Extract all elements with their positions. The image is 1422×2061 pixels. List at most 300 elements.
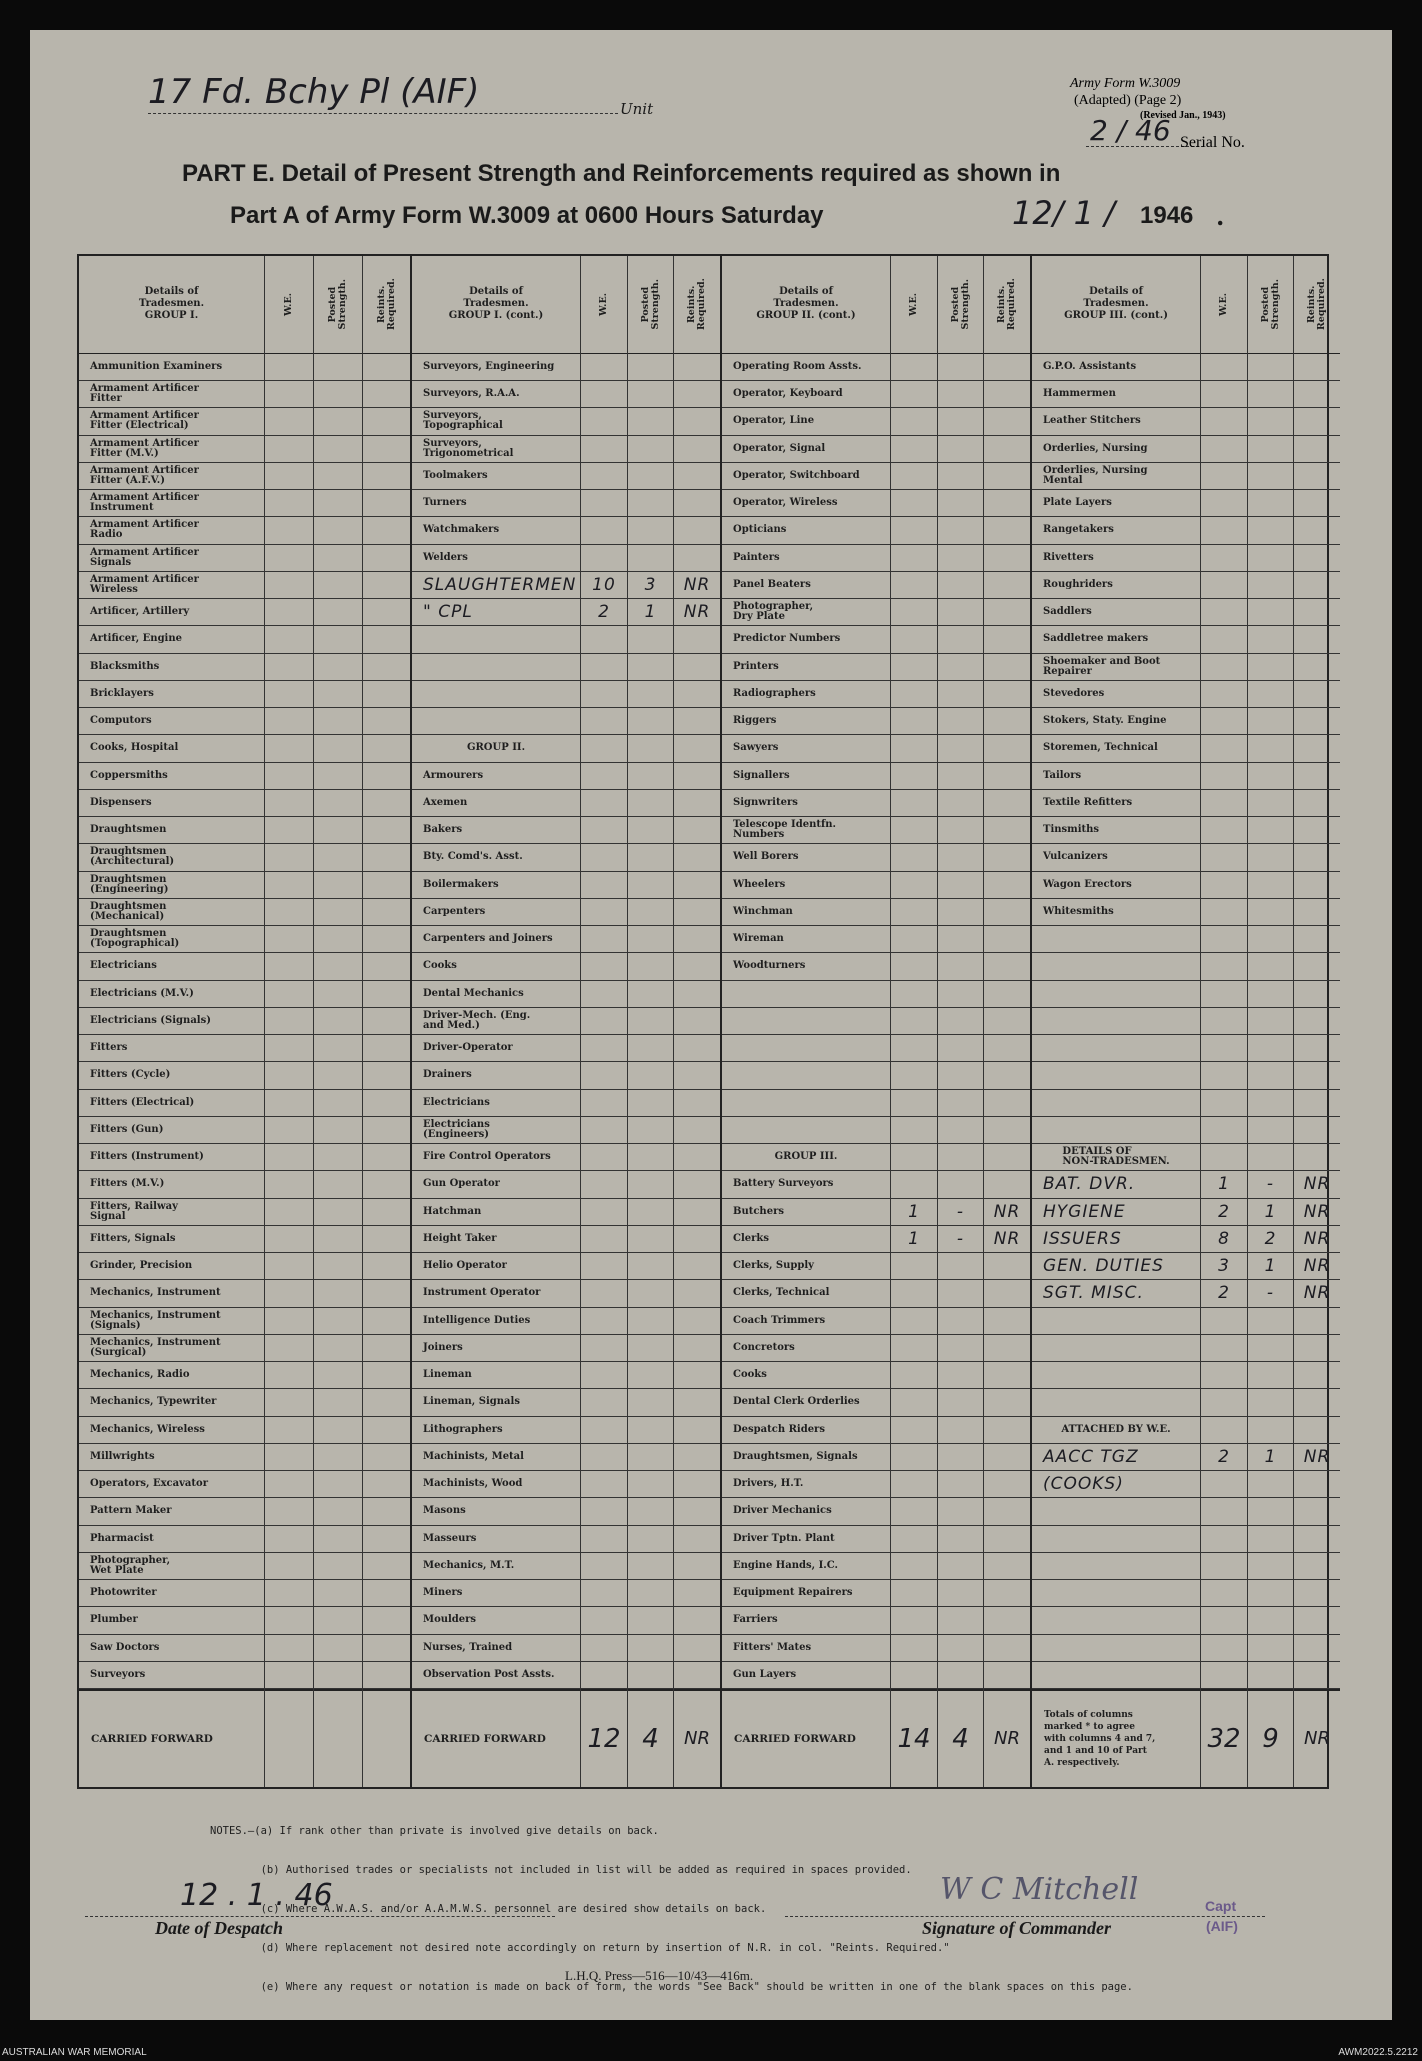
reints-cell [1294, 463, 1340, 490]
carried-forward-posted: 4 [938, 1689, 983, 1787]
we-cell [891, 1280, 937, 1307]
posted-header: Posted Strength. [1259, 279, 1281, 330]
reints-cell [674, 1553, 720, 1580]
reints-cell [1294, 517, 1340, 544]
we-column [265, 256, 314, 1787]
note-b: (b) Authorised trades or specialists not included in list will be added as required in spaces provided. [210, 1864, 912, 1876]
we-cell [891, 381, 937, 408]
posted-cell [314, 735, 362, 762]
trade-row: Storemen, Technical [1032, 735, 1200, 762]
we-cell [265, 490, 313, 517]
reints-cell [674, 381, 720, 408]
we-cell: 2 [1201, 1199, 1247, 1226]
we-cell [265, 1226, 313, 1253]
reints-cell [1294, 926, 1340, 953]
trade-row: Printers [722, 654, 890, 681]
we-cell [265, 872, 313, 899]
posted-cell [1248, 735, 1293, 762]
trade-row: (COOKS) [1032, 1471, 1200, 1498]
we-cell [891, 1090, 937, 1117]
reints-cell [363, 926, 410, 953]
posted-cell [1248, 926, 1293, 953]
posted-cell [314, 626, 362, 653]
we-cell [891, 517, 937, 544]
we-cell [891, 844, 937, 871]
reints-header: Reints. Required. [375, 278, 397, 331]
posted-cell [314, 1117, 362, 1144]
we-cell [581, 626, 627, 653]
we-cell [891, 1553, 937, 1580]
form-id: Army Form W.3009 [1070, 76, 1181, 91]
reints-cell [984, 1526, 1030, 1553]
posted-cell [628, 1090, 673, 1117]
we-cell [891, 1580, 937, 1607]
carried-forward-we: 14 [891, 1689, 937, 1787]
trade-row: HYGIENE [1032, 1199, 1200, 1226]
trade-row: Riggers [722, 708, 890, 735]
posted-cell [938, 408, 983, 435]
reints-cell [1294, 626, 1340, 653]
trade-row: Dispensers [79, 790, 264, 817]
trade-row: Panel Beaters [722, 572, 890, 599]
we-cell [1201, 1117, 1247, 1144]
posted-cell [314, 981, 362, 1008]
trade-row: Electricians (M.V.) [79, 981, 264, 1008]
we-cell [581, 708, 627, 735]
reints-cell [674, 654, 720, 681]
reints-cell [363, 381, 410, 408]
posted-cell [938, 1280, 983, 1307]
posted-cell [628, 463, 673, 490]
reints-cell [363, 981, 410, 1008]
posted-cell: 1 [1248, 1253, 1293, 1280]
reints-cell [1294, 436, 1340, 463]
posted-cell [628, 1526, 673, 1553]
we-cell [581, 763, 627, 790]
reints-cell [363, 1171, 410, 1198]
posted-cell [938, 1362, 983, 1389]
posted-cell [1248, 1471, 1293, 1498]
carried-forward-label: CARRIED FORWARD [79, 1689, 264, 1787]
trade-header: Details of Tradesmen. GROUP III. (cont.) [1032, 256, 1200, 354]
reints-cell [363, 1035, 410, 1062]
trade-row: Orderlies, Nursing [1032, 436, 1200, 463]
note-d: (d) Where replacement not desired note accordingly on return by insertion of N.R. in col. "Reints. Required." [210, 1942, 950, 1954]
reints-cell: NR [1294, 1226, 1340, 1253]
blank-row [1032, 1035, 1200, 1062]
reints-cell [363, 1308, 410, 1335]
trade-row: ATTACHED BY W.E. [1032, 1417, 1200, 1444]
reints-cell [1294, 1553, 1340, 1580]
we-cell [1201, 981, 1247, 1008]
posted-cell: - [1248, 1280, 1293, 1307]
we-cell [581, 354, 627, 381]
trade-row: Draughtsmen (Topographical) [79, 926, 264, 953]
trade-row: Boilermakers [412, 872, 580, 899]
posted-cell [314, 599, 362, 626]
trade-row: GROUP III. [722, 1144, 890, 1171]
blank-row [1032, 1117, 1200, 1144]
reints-cell [984, 899, 1030, 926]
trade-row: Welders [412, 545, 580, 572]
posted-cell [314, 1553, 362, 1580]
posted-cell [938, 1471, 983, 1498]
we-cell [265, 1526, 313, 1553]
we-cell: 1 [891, 1226, 937, 1253]
reints-cell [674, 545, 720, 572]
reints-cell [363, 599, 410, 626]
posted-cell [1248, 1662, 1293, 1689]
posted-cell [628, 708, 673, 735]
we-cell [1201, 1362, 1247, 1389]
reints-cell [984, 1308, 1030, 1335]
posted-cell [938, 354, 983, 381]
trade-row: Coach Trimmers [722, 1308, 890, 1335]
we-cell [891, 708, 937, 735]
blank-row [412, 654, 580, 681]
reints-cell [984, 572, 1030, 599]
we-cell [581, 735, 627, 762]
we-cell [581, 1335, 627, 1362]
we-cell [891, 1144, 937, 1171]
posted-cell [628, 545, 673, 572]
we-cell [1201, 1662, 1247, 1689]
we-cell [1201, 381, 1247, 408]
trade-row: Farriers [722, 1607, 890, 1634]
reints-cell [1294, 381, 1340, 408]
trade-row: Fire Control Operators [412, 1144, 580, 1171]
trade-row: Pattern Maker [79, 1498, 264, 1525]
reints-cell: NR [674, 572, 720, 599]
reints-cell [363, 1062, 410, 1089]
reints-cell [674, 981, 720, 1008]
reints-cell [363, 1553, 410, 1580]
we-cell [891, 626, 937, 653]
posted-cell [938, 490, 983, 517]
we-cell [891, 1308, 937, 1335]
trade-row: Shoemaker and Boot Repairer [1032, 654, 1200, 681]
reints-cell [363, 1253, 410, 1280]
we-cell [1201, 1417, 1247, 1444]
posted-cell [1248, 1580, 1293, 1607]
posted-cell [1248, 1607, 1293, 1634]
we-cell [265, 599, 313, 626]
posted-cell [1248, 681, 1293, 708]
reints-cell [984, 1444, 1030, 1471]
trade-row: Fitters (Gun) [79, 1117, 264, 1144]
we-cell [891, 1008, 937, 1035]
trade-row: Operator, Signal [722, 436, 890, 463]
posted-cell [314, 1280, 362, 1307]
reints-cell [674, 735, 720, 762]
blank-row [1032, 1526, 1200, 1553]
we-cell [1201, 1308, 1247, 1335]
trade-row: Mechanics, Instrument [79, 1280, 264, 1307]
we-cell [265, 436, 313, 463]
posted-cell [314, 708, 362, 735]
we-cell [891, 763, 937, 790]
posted-cell [314, 408, 362, 435]
trade-row: Surveyors, Topographical [412, 408, 580, 435]
trade-row: Photowriter [79, 1580, 264, 1607]
posted-cell [938, 1417, 983, 1444]
posted-cell [628, 844, 673, 871]
group-column-4 [1032, 256, 1340, 1787]
reints-cell [363, 1580, 410, 1607]
reints-cell [984, 1008, 1030, 1035]
posted-cell [628, 408, 673, 435]
reints-cell [984, 1090, 1030, 1117]
we-cell [265, 953, 313, 980]
we-cell [1201, 926, 1247, 953]
reints-cell [674, 517, 720, 544]
posted-cell [628, 953, 673, 980]
blank-row [722, 981, 890, 1008]
blank-row [1032, 953, 1200, 980]
we-cell [581, 1090, 627, 1117]
reints-cell [363, 1444, 410, 1471]
despatch-label: Date of Despatch [155, 1918, 283, 1938]
posted-cell [628, 681, 673, 708]
posted-cell [314, 1253, 362, 1280]
trade-row: Clerks, Technical [722, 1280, 890, 1307]
trade-row: Engine Hands, I.C. [722, 1553, 890, 1580]
trade-row: Masseurs [412, 1526, 580, 1553]
we-cell [1201, 1580, 1247, 1607]
reints-cell [674, 1035, 720, 1062]
trade-row: Pharmacist [79, 1526, 264, 1553]
posted-cell [314, 926, 362, 953]
reints-cell: NR [1294, 1253, 1340, 1280]
we-cell [581, 463, 627, 490]
reints-cell [1294, 545, 1340, 572]
trade-row: Saddletree makers [1032, 626, 1200, 653]
reints-cell [984, 1553, 1030, 1580]
we-cell [265, 1117, 313, 1144]
reints-header: Reints. Required. [996, 278, 1017, 331]
we-cell [265, 408, 313, 435]
trade-row: Orderlies, Nursing Mental [1032, 463, 1200, 490]
reints-cell [674, 436, 720, 463]
posted-cell [314, 817, 362, 844]
we-cell [891, 681, 937, 708]
we-cell [581, 1171, 627, 1198]
trade-row: Surveyors, Engineering [412, 354, 580, 381]
posted-cell [938, 844, 983, 871]
we-cell [265, 1362, 313, 1389]
we-cell [581, 981, 627, 1008]
we-cell [1201, 572, 1247, 599]
reints-cell [674, 1471, 720, 1498]
trade-row: Toolmakers [412, 463, 580, 490]
reints-cell [984, 681, 1030, 708]
posted-cell [314, 381, 362, 408]
trade-row: Tailors [1032, 763, 1200, 790]
posted-cell [628, 817, 673, 844]
carried-forward-we: 12 [581, 1689, 627, 1787]
we-cell [891, 1253, 937, 1280]
trade-name-column [412, 256, 581, 1787]
note-e: (e) Where any request or notation is made on back of form, the words "See Back" should be written in one of the blank spaces on this page. [210, 1981, 1133, 1993]
trade-row: Electricians (Engineers) [412, 1117, 580, 1144]
we-cell [265, 1090, 313, 1117]
blank-row [1032, 1580, 1200, 1607]
trade-row: Blacksmiths [79, 654, 264, 681]
we-cell [891, 1335, 937, 1362]
reints-cell [674, 1444, 720, 1471]
we-cell [891, 1471, 937, 1498]
we-cell [265, 1580, 313, 1607]
we-cell [1201, 1335, 1247, 1362]
posted-cell [314, 1362, 362, 1389]
trade-row: Computors [79, 708, 264, 735]
trade-row: Bty. Comd's. Asst. [412, 844, 580, 871]
posted-cell: 3 [628, 572, 673, 599]
trade-row: Driver Tptn. Plant [722, 1526, 890, 1553]
reints-cell [1294, 1526, 1340, 1553]
posted-cell [314, 1335, 362, 1362]
reints-cell [674, 1417, 720, 1444]
trade-row: Stokers, Staty. Engine [1032, 708, 1200, 735]
reints-cell [1294, 1580, 1340, 1607]
reints-cell [674, 1144, 720, 1171]
we-cell [265, 545, 313, 572]
we-cell [581, 1498, 627, 1525]
we-cell [581, 1526, 627, 1553]
trade-row: Machinists, Metal [412, 1444, 580, 1471]
posted-cell: - [1248, 1171, 1293, 1198]
posted-cell [314, 953, 362, 980]
trade-row: Joiners [412, 1335, 580, 1362]
posted-cell [938, 1526, 983, 1553]
posted-cell [938, 1444, 983, 1471]
we-cell [891, 1635, 937, 1662]
despatch-underline [85, 1916, 555, 1917]
we-cell [581, 1008, 627, 1035]
trade-row: Fitters (Cycle) [79, 1062, 264, 1089]
trade-row: Carpenters [412, 899, 580, 926]
reints-cell [363, 1362, 410, 1389]
we-cell: 1 [1201, 1171, 1247, 1198]
trade-row: Gun Operator [412, 1171, 580, 1198]
blank-row [1032, 1662, 1200, 1689]
reints-column [363, 256, 410, 1787]
note-a: NOTES.—(a) If rank other than private is involved give details on back. [210, 1825, 659, 1837]
posted-cell [938, 626, 983, 653]
we-cell [581, 1662, 627, 1689]
reints-cell [984, 735, 1030, 762]
reints-cell [363, 1117, 410, 1144]
reints-cell [674, 1226, 720, 1253]
we-cell [265, 1308, 313, 1335]
trade-row: Millwrights [79, 1444, 264, 1471]
posted-cell [1248, 354, 1293, 381]
reints-cell [1294, 1308, 1340, 1335]
reints-cell [984, 1144, 1030, 1171]
blank-row [1032, 1308, 1200, 1335]
trade-row: Armament Artificer Fitter (M.V.) [79, 436, 264, 463]
posted-cell [1248, 1635, 1293, 1662]
we-cell [581, 517, 627, 544]
trade-row: Masons [412, 1498, 580, 1525]
trade-row: Tinsmiths [1032, 817, 1200, 844]
posted-cell [628, 1389, 673, 1416]
trade-row: Axemen [412, 790, 580, 817]
trade-row: Mechanics, Wireless [79, 1417, 264, 1444]
blank-row [1032, 926, 1200, 953]
we-cell [1201, 1635, 1247, 1662]
reints-cell [363, 1417, 410, 1444]
posted-cell [314, 436, 362, 463]
trade-row: Rangetakers [1032, 517, 1200, 544]
posted-cell [938, 1607, 983, 1634]
posted-cell [938, 1171, 983, 1198]
posted-cell [1248, 899, 1293, 926]
we-cell [891, 1362, 937, 1389]
trade-row: Electricians [412, 1090, 580, 1117]
blank-row [1032, 1389, 1200, 1416]
we-cell [1201, 681, 1247, 708]
we-cell [1201, 899, 1247, 926]
reints-cell [674, 1171, 720, 1198]
posted-cell [1248, 517, 1293, 544]
posted-cell [628, 981, 673, 1008]
trade-row: Textile Refitters [1032, 790, 1200, 817]
posted-cell [314, 899, 362, 926]
posted-cell [314, 1308, 362, 1335]
posted-cell [1248, 844, 1293, 871]
posted-column [938, 256, 984, 1787]
posted-cell [314, 1444, 362, 1471]
trade-name-column [722, 256, 891, 1787]
reints-cell [363, 1389, 410, 1416]
we-cell [891, 599, 937, 626]
reints-cell [363, 354, 410, 381]
trade-row: SGT. MISC. [1032, 1280, 1200, 1307]
carried-forward-label: CARRIED FORWARD [412, 1689, 580, 1787]
posted-cell [938, 381, 983, 408]
we-cell [891, 408, 937, 435]
posted-cell [628, 1362, 673, 1389]
reints-cell [984, 872, 1030, 899]
posted-cell [628, 1171, 673, 1198]
we-cell [581, 844, 627, 871]
posted-cell [628, 490, 673, 517]
reints-cell [363, 899, 410, 926]
posted-cell [1248, 1035, 1293, 1062]
posted-cell [628, 1335, 673, 1362]
carried-forward-label: Totals of columns marked * to agree with columns 4 and 7, and 1 and 10 of Part A. respectively. [1032, 1689, 1200, 1787]
posted-cell [938, 708, 983, 735]
posted-cell [314, 1580, 362, 1607]
posted-cell [938, 763, 983, 790]
we-cell [265, 1280, 313, 1307]
trade-row: Observation Post Assts. [412, 1662, 580, 1689]
blank-row [722, 1035, 890, 1062]
we-column [1201, 256, 1248, 1787]
trade-row: Operator, Keyboard [722, 381, 890, 408]
reints-cell [984, 545, 1030, 572]
trade-row: Photographer, Wet Plate [79, 1553, 264, 1580]
posted-cell [314, 1062, 362, 1089]
posted-cell [938, 1498, 983, 1525]
carried-forward-posted: 9 [1248, 1689, 1293, 1787]
blank-row [722, 1117, 890, 1144]
reints-cell [1294, 1498, 1340, 1525]
we-cell [265, 1035, 313, 1062]
we-cell [891, 463, 937, 490]
blank-row [412, 626, 580, 653]
